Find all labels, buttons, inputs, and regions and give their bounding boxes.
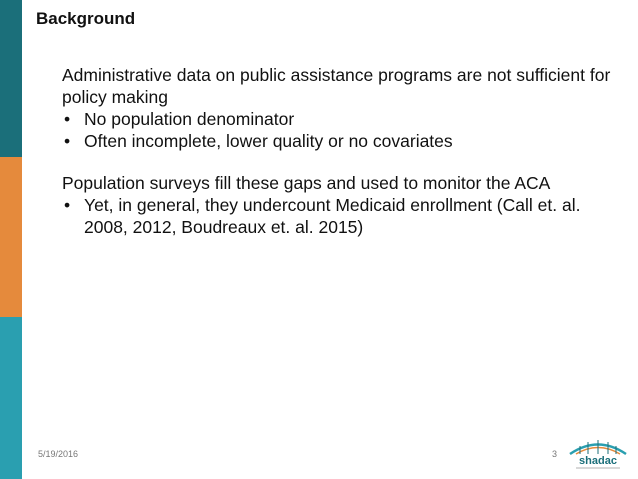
- bullet-icon: •: [64, 195, 71, 215]
- slide-body: [62, 64, 622, 238]
- bullet-item: • Yet, in general, they undercount Medicaid enrollment (Call et. al. 2008, 2012, Boudreaux et. al. 2015): [64, 195, 581, 237]
- shadac-logo: [566, 437, 630, 471]
- bullet-icon: •: [64, 109, 71, 129]
- bullet-item: • No population denominator: [64, 109, 295, 129]
- paragraph-administrative: Administrative data on public assistance programs are not sufficient for policy making: [62, 65, 611, 107]
- side-bar-top: [0, 0, 22, 157]
- paragraph-population-surveys: Population surveys fill these gaps and used to monitor the ACA: [62, 173, 551, 193]
- side-bar-middle: [0, 157, 22, 317]
- bullet-list-2: [62, 194, 622, 238]
- footer-date: 5/19/2016: [38, 449, 79, 459]
- bullet-list-1: [62, 108, 622, 152]
- slide-title: Background: [36, 9, 136, 28]
- svg-text:shadac: shadac: [579, 455, 617, 467]
- page-number: 3: [552, 449, 558, 459]
- bullet-item: • Often incomplete, lower quality or no covariates: [64, 131, 453, 151]
- side-bar-bottom: [0, 317, 22, 479]
- bullet-icon: •: [64, 131, 71, 151]
